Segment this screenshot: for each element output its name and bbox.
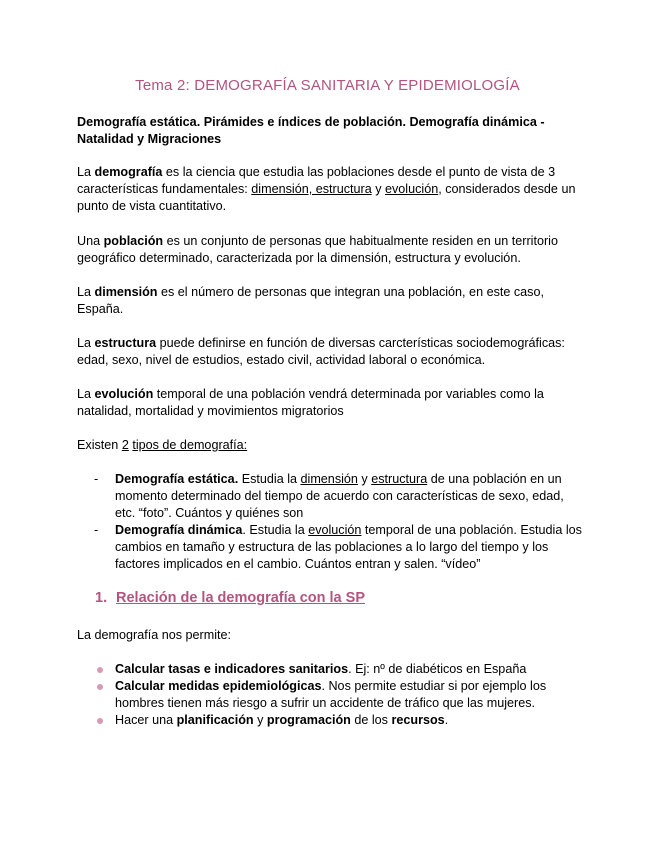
paragraph-tipos-intro: Existen 2 tipos de demografía: (77, 438, 248, 452)
list-item-demografia-estatica (77, 471, 587, 522)
bullet-dot-icon (97, 667, 103, 673)
dash-marker: - (94, 523, 99, 537)
paragraph-evolucion-definition: La evolución temporal de una población vendrá determinada por variables como la natalidad, mortalidad y movimientos migratorios (77, 387, 544, 418)
paragraph-estructura-definition: La estructura puede definirse en función de diversas carcterísticas sociodemográficas: edad, sexo, nivel de estudios, estado civil, actividad laboral o económica. (77, 336, 565, 367)
section-number: 1. (95, 590, 108, 606)
section-title: Relación de la demografía con la SP (116, 590, 365, 606)
list-item-text: Demografía dinámica. Estudia la evolución temporal de una población. Estudia los cambios en tamaño y estructura de las poblaciones a lo largo del tiempo y los factores implicados en el cambio. Cuántos entran y salen. “vídeo” (115, 523, 582, 571)
paragraph-permite-intro: La demografía nos permite: (77, 628, 232, 642)
dash-marker: - (94, 472, 99, 486)
bullet-item-tasas (77, 661, 587, 678)
bullet-item-text: Calcular tasas e indicadores sanitarios. Ej: nº de diabéticos en España (115, 662, 527, 676)
paragraph-poblacion-definition: Una población es un conjunto de personas que habitualmente residen en un territorio geográfico determinado, caracterizada por la dimensión, estructura y evolución. (77, 234, 558, 265)
bullet-item-text: Hacer una planificación y programación de los recursos. (115, 713, 449, 727)
section-heading-1 (95, 590, 365, 606)
list-item-demografia-dinamica (77, 522, 587, 573)
paragraph-dimension-definition: La dimensión es el número de personas que integran una población, en este caso, España. (77, 285, 544, 316)
paragraph-demografia-definition: La demografía es la ciencia que estudia las poblaciones desde el punto de vista de 3 características fundamentales: dimensión, estructura y evolución, considerados desde un punto de vista cuantitativo. (77, 165, 576, 213)
bullet-dot-icon (97, 684, 103, 690)
document-subtitle: Demografía estática. Pirámides e índices de población. Demografía dinámica - Natalidad y Migraciones (77, 115, 545, 146)
bullet-item-medidas (77, 678, 587, 712)
bullet-item-text: Calcular medidas epidemiológicas. Nos permite estudiar si por ejemplo los hombres tienen más riesgo a sufrir un accidente de tráfico que las mujeres. (115, 679, 547, 710)
document-title: Tema 2: DEMOGRAFÍA SANITARIA Y EPIDEMIOLOGÍA (135, 77, 520, 94)
bullet-dot-icon (97, 718, 103, 724)
bullet-item-planificacion (77, 712, 587, 729)
list-item-text: Demografía estática. Estudia la dimensión y estructura de una población en un momento determinado del tiempo de acuerdo con características de sexo, edad, etc. “foto”. Cuántos y quiénes son (115, 472, 564, 520)
